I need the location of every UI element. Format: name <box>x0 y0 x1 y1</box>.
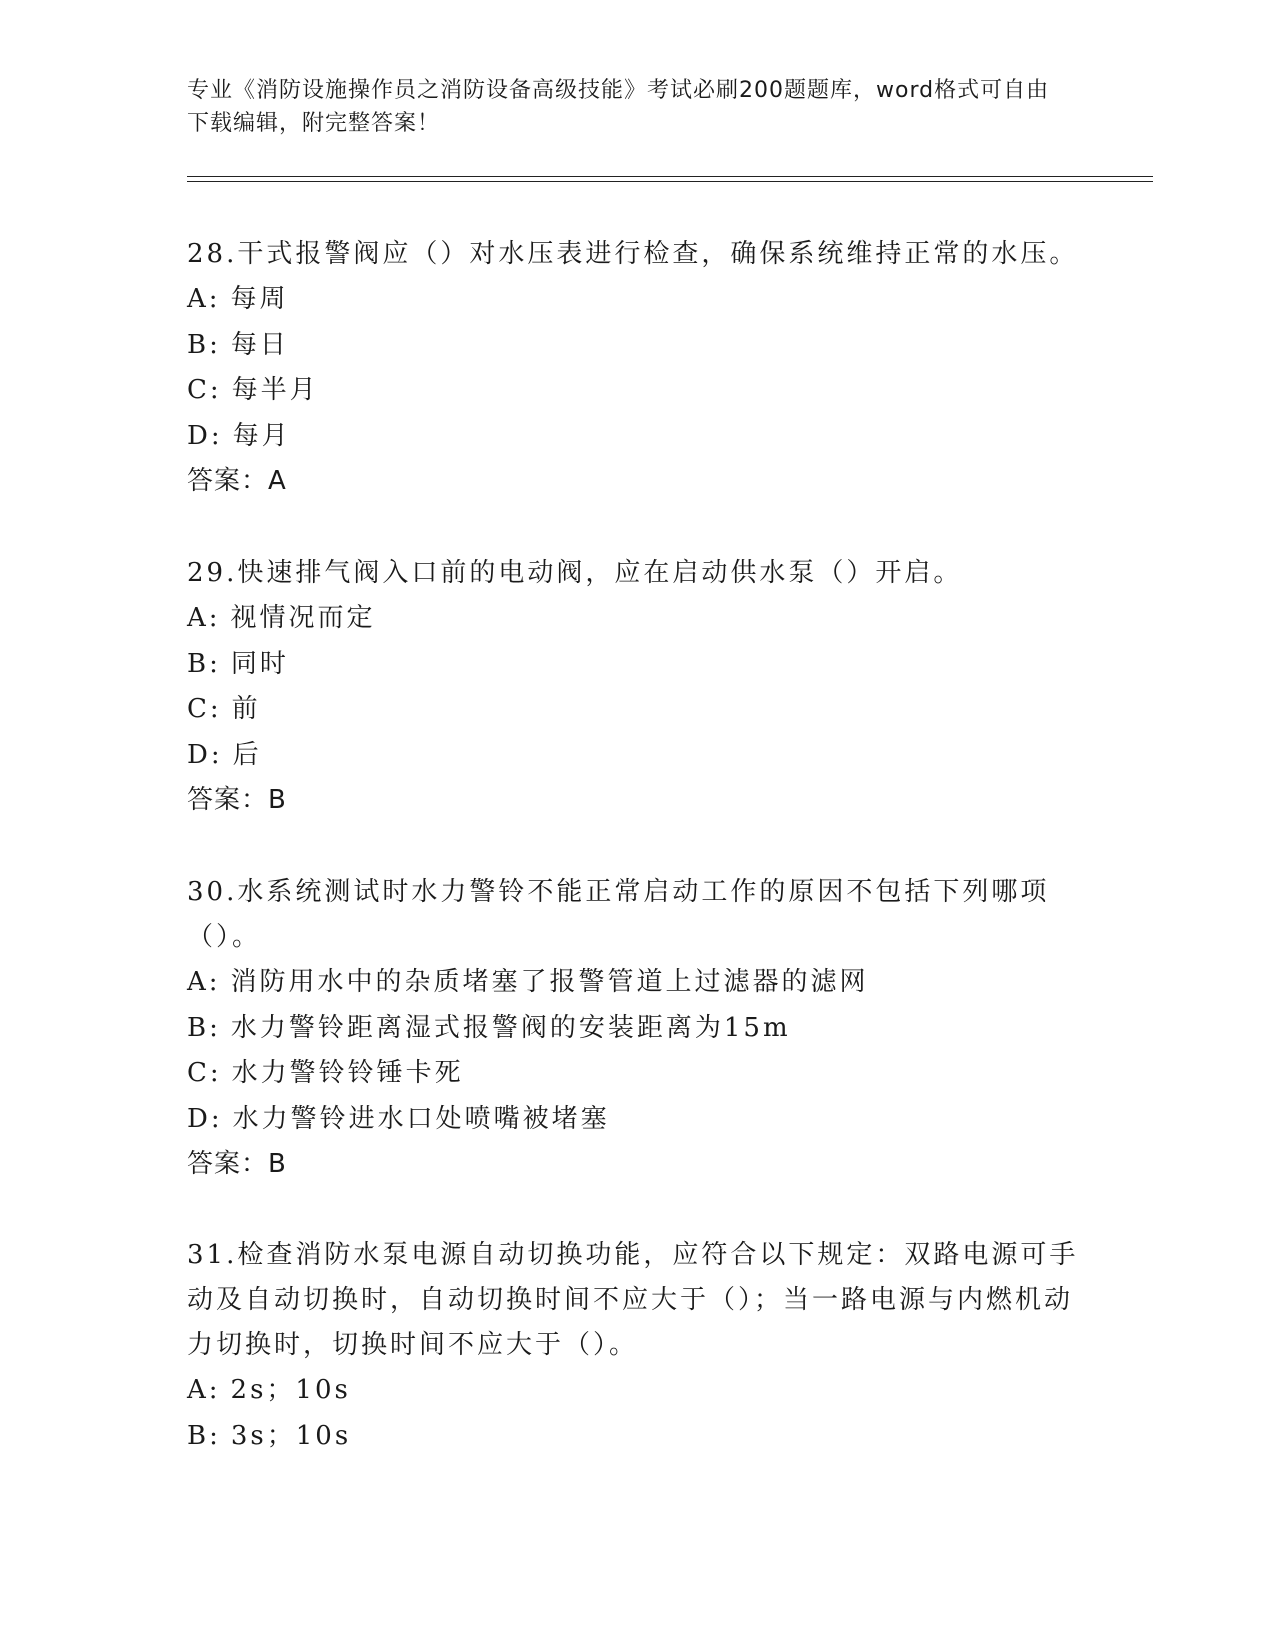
option-b <box>187 323 1087 369</box>
option-c <box>187 368 1087 414</box>
option-c <box>187 1051 1087 1097</box>
question-31 <box>187 1233 1087 1459</box>
option-a <box>187 277 1087 323</box>
option-text: 后 <box>232 739 262 770</box>
option-letter: C: <box>187 694 222 724</box>
document-intro: 专业《消防设施操作员之消防设备高级技能》考试必刷200题题库，word格式可自由下载编辑，附完整答案！ <box>187 78 1050 136</box>
option-text: 水力警铃进水口处喷嘴被堵塞 <box>232 1103 610 1134</box>
option-letter: A: <box>187 603 221 633</box>
option-text: 前 <box>231 694 261 724</box>
option-d <box>187 733 1087 779</box>
answer-line: 答案：A <box>187 466 287 496</box>
option-a <box>187 960 1087 1006</box>
option-a <box>187 1368 1087 1414</box>
option-d <box>187 414 1087 460</box>
header-divider-top <box>187 176 1153 177</box>
question-30 <box>187 870 1087 1187</box>
option-text: 3s；10s <box>230 1420 352 1451</box>
option-b <box>187 1414 1087 1460</box>
option-text: 每周 <box>230 284 289 314</box>
option-text: 每日 <box>230 329 289 360</box>
option-letter: B: <box>187 1420 221 1451</box>
option-letter: C: <box>187 1058 222 1088</box>
option-letter: A: <box>187 284 221 314</box>
option-b <box>187 1006 1087 1052</box>
option-b <box>187 642 1087 688</box>
option-text: 2s；10s <box>230 1375 351 1405</box>
answer-line: 答案：B <box>187 1149 287 1179</box>
answer-line: 答案：B <box>187 785 287 815</box>
question-stem: 30.水系统测试时水力警铃不能正常启动工作的原因不包括下列哪项（）。 <box>187 877 1050 952</box>
option-letter: B: <box>187 1012 221 1043</box>
option-text: 每半月 <box>231 375 319 405</box>
option-text: 消防用水中的杂质堵塞了报警管道上过滤器的滤网 <box>230 967 869 997</box>
option-a <box>187 596 1087 642</box>
option-text: 同时 <box>230 648 289 679</box>
option-letter: D: <box>187 1103 223 1134</box>
question-29 <box>187 551 1087 823</box>
option-letter: A: <box>187 1375 221 1405</box>
header-divider-bottom <box>187 181 1153 182</box>
option-d <box>187 1097 1087 1143</box>
option-text: 视情况而定 <box>230 603 376 633</box>
question-28 <box>187 232 1087 504</box>
option-letter: D: <box>187 739 223 770</box>
option-text: 每月 <box>232 420 291 451</box>
option-letter: A: <box>187 967 221 997</box>
question-stem: 29.快速排气阀入口前的电动阀，应在启动供水泵（）开启。 <box>187 558 963 588</box>
option-letter: B: <box>187 648 221 679</box>
option-letter: B: <box>187 329 221 360</box>
option-letter: C: <box>187 375 222 405</box>
option-c <box>187 687 1087 733</box>
option-text: 水力警铃距离湿式报警阀的安装距离为15m <box>230 1012 791 1043</box>
option-text: 水力警铃铃锤卡死 <box>231 1058 464 1088</box>
question-stem: 31.检查消防水泵电源自动切换功能，应符合以下规定：双路电源可手动及自动切换时，自动切换时间不应大于（）；当一路电源与内燃机动力切换时，切换时间不应大于（）。 <box>187 1240 1079 1360</box>
question-stem: 28.干式报警阀应（）对水压表进行检查，确保系统维持正常的水压。 <box>187 239 1079 269</box>
option-letter: D: <box>187 420 223 451</box>
